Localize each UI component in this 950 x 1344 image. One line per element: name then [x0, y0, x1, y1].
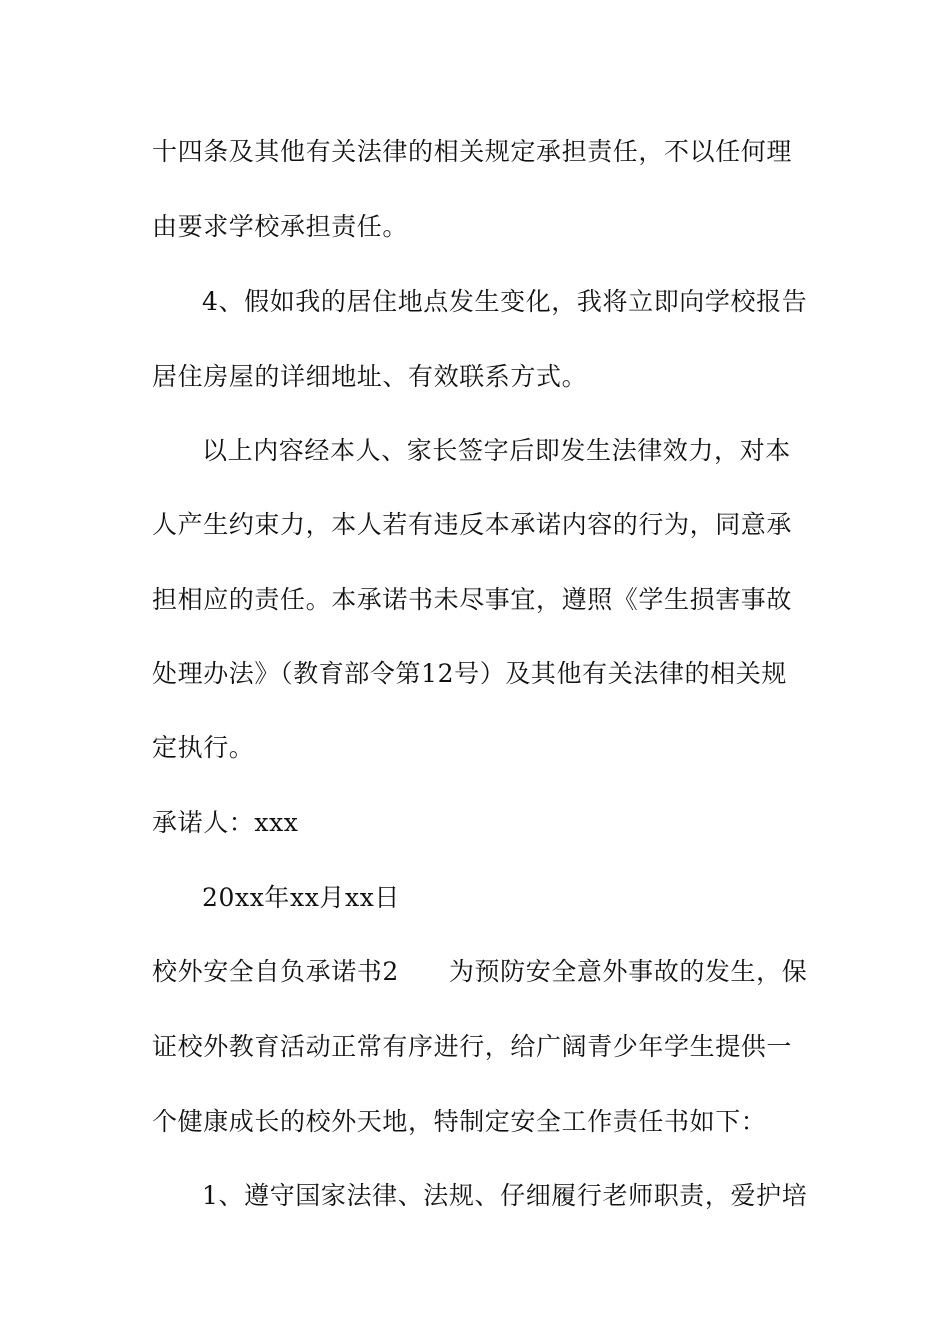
paragraph-line: 以上内容经本人、家长签字后即发生法律效力，对本: [202, 436, 791, 465]
section-title-line: [152, 956, 807, 988]
paragraph-line: 4、假如我的居住地点发生变化，我将立即向学校报告: [202, 287, 808, 316]
section-intro-text: 为预防安全意外事故的发生，保: [448, 957, 808, 986]
signer-line: 承诺人：xxx: [152, 808, 299, 837]
section-title: 校外安全自负承诺书2: [152, 957, 399, 986]
paragraph-line: 担相应的责任。本承诺书未尽事宜，遵照《学生损害事故: [152, 585, 793, 614]
paragraph-line: 十四条及其他有关法律的相关规定承担责任，不以任何理: [152, 137, 793, 166]
paragraph-line: 个健康成长的校外天地，特制定安全工作责任书如下：: [152, 1107, 767, 1136]
paragraph-line: 证校外教育活动正常有序进行，给广阔青少年学生提供一: [152, 1032, 793, 1061]
paragraph-line: 定执行。: [152, 733, 255, 762]
date-line: 20xx年xx月xx日: [202, 883, 401, 912]
paragraph-line: 人产生约束力，本人若有违反本承诺内容的行为，同意承: [152, 510, 793, 539]
paragraph-line: 居住房屋的详细地址、有效联系方式。: [152, 362, 588, 391]
paragraph-line: 1、遵守国家法律、法规、仔细履行老师职责，爱护培: [202, 1181, 808, 1210]
paragraph-line: 处理办法》（教育部令第12号）及其他有关法律的相关规: [152, 659, 787, 688]
paragraph-line: 由要求学校承担责任。: [152, 212, 409, 241]
